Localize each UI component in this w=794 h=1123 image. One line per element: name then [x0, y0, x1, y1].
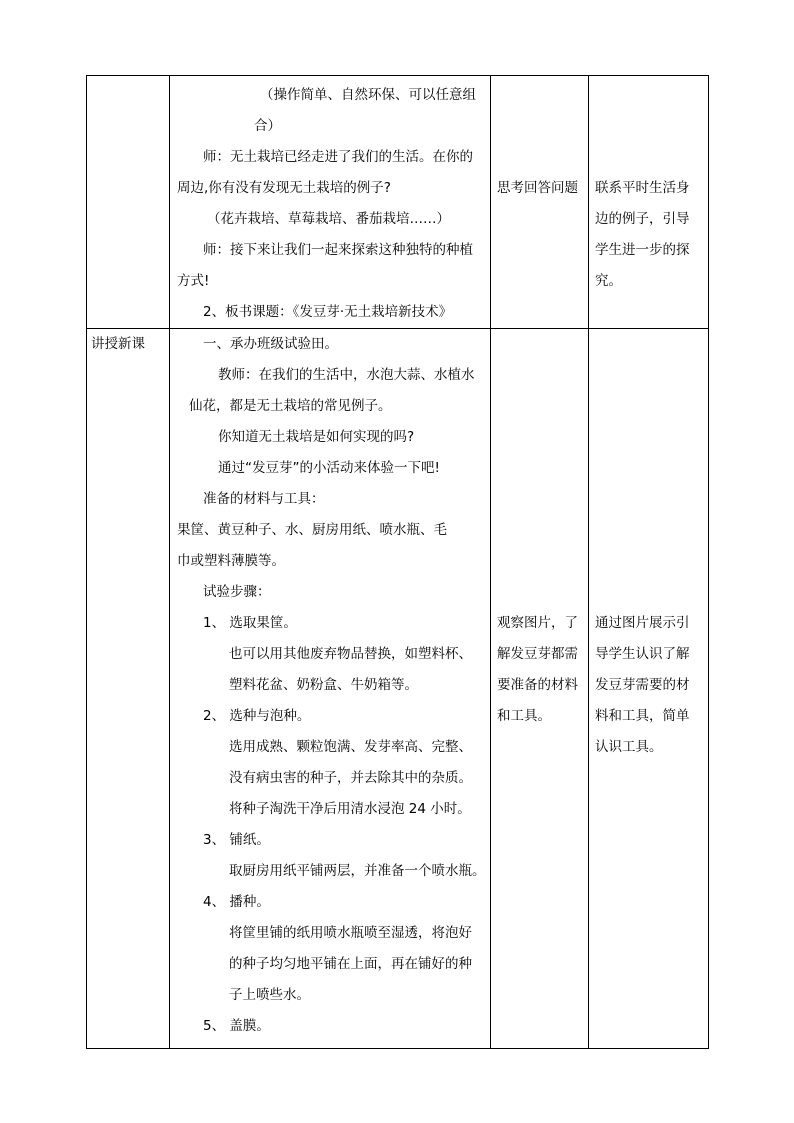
content-line: 方式!: [177, 273, 210, 289]
content-line: 周边,你有没有发现无土栽培的例子?: [177, 180, 391, 196]
content-line: 师：无土栽培已经走进了我们的生活。在你的: [203, 149, 473, 165]
design-intent-line: 联系平时生活身: [595, 180, 690, 196]
content-line: 没有病虫害的种子，并去除其中的杂质。: [229, 770, 472, 786]
content-line: 试验步骤：: [203, 584, 271, 600]
content-line: 果筐、黄豆种子、水、厨房用纸、喷水瓶、毛: [177, 522, 447, 538]
step-heading: 4、 播种。: [203, 894, 270, 910]
content-line: 子上喷些水。: [229, 987, 310, 1003]
design-intent-line: 究。: [595, 273, 622, 289]
content-line: 教师：在我们的生活中，水泡大蒜、水植水: [218, 367, 475, 383]
content-line: 取厨房用纸平铺两层，并准备一个喷水瓶。: [229, 863, 486, 879]
design-intent-line: 边的例子，引导: [595, 211, 690, 227]
content-line: 将种子淘洗干净后用清水浸泡 24 小时。: [229, 801, 471, 817]
content-line: 合）: [254, 118, 281, 134]
content-line: 师：接下来让我们一起来探索这种独特的种植: [203, 242, 473, 258]
content-line: （花卉栽培、草莓栽培、番茄栽培……）: [207, 211, 450, 227]
student-activity-line: 解发豆芽都需: [497, 646, 578, 662]
table-row: [87, 329, 709, 1049]
content-line: 通过“发豆芽”的小活动来体验一下吧!: [218, 460, 440, 476]
design-intent-line: 通过图片展示引: [595, 615, 690, 631]
student-activity-cell: [491, 76, 589, 329]
content-line: 塑料花盆、奶粉盒、牛奶箱等。: [229, 677, 418, 693]
design-intent-line: 发豆芽需要的材: [595, 677, 690, 693]
student-activity-cell: [491, 329, 589, 1049]
content-line: 也可以用其他废弃物品替换，如塑料杯、: [229, 646, 472, 662]
lesson-plan-table: [86, 75, 709, 1049]
design-intent-line: 认识工具。: [595, 739, 663, 755]
step-heading: 1、 选取果筐。: [203, 615, 297, 631]
section-label: 讲授新课: [91, 336, 145, 352]
design-intent-line: 料和工具，简单: [595, 708, 690, 724]
content-line: 的种子均匀地平铺在上面，再在铺好的种: [229, 956, 472, 972]
content-line: 仙花，都是无土栽培的常见例子。: [189, 398, 392, 414]
section-cell: [87, 329, 170, 1049]
design-intent-line: 学生进一步的探: [595, 242, 690, 258]
student-activity-line: 要准备的材料: [497, 677, 578, 693]
content-line: 2、板书课题：《发豆芽·无土栽培新技术》: [203, 304, 453, 320]
content-line: 将筐里铺的纸用喷水瓶喷至湿透，将泡好: [229, 925, 472, 941]
design-intent-cell: [589, 329, 709, 1049]
step-heading: 5、 盖膜。: [203, 1018, 270, 1034]
content-line: 巾或塑料薄膜等。: [177, 553, 285, 569]
step-heading: 2、 选种与泡种。: [203, 708, 311, 724]
teaching-content-cell: [170, 76, 491, 329]
step-heading: 3、 铺纸。: [203, 832, 270, 848]
design-intent-line: 导学生认识了解: [595, 646, 690, 662]
section-cell: [87, 76, 170, 329]
content-line: 准备的材料与工具：: [203, 491, 325, 507]
content-line: （操作简单、自然环保、可以任意组: [260, 87, 476, 103]
content-line: 一、承办班级试验田。: [203, 336, 338, 352]
teaching-content-cell: [170, 329, 491, 1049]
content-line: 你知道无土栽培是如何实现的吗?: [218, 429, 415, 445]
design-intent-cell: [589, 76, 709, 329]
table-row: [87, 76, 709, 329]
content-line: 选用成熟、颗粒饱满、发芽率高、完整、: [229, 739, 472, 755]
student-activity-line: 观察图片，了: [497, 615, 578, 631]
student-activity-line: 思考回答问题: [497, 180, 578, 196]
student-activity-line: 和工具。: [497, 708, 551, 724]
